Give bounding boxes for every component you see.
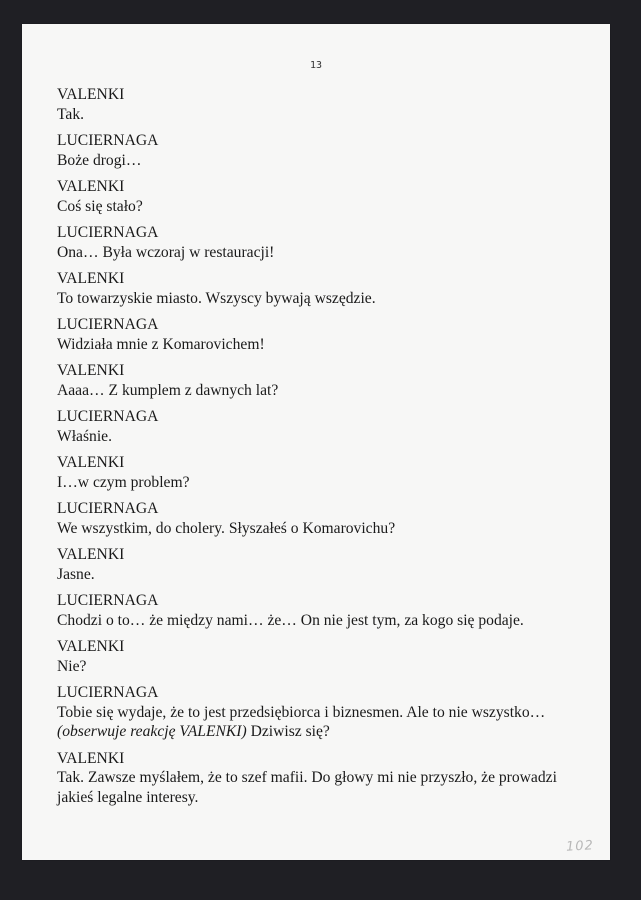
dialogue-line: Tak.: [57, 105, 85, 123]
dialogue-block: [57, 361, 597, 400]
dialogue-line: Coś się stało?: [57, 197, 143, 215]
dialogue-block: [57, 545, 597, 584]
dialogue-block: [57, 637, 597, 676]
speaker-name: LUCIERNAGA: [57, 684, 159, 701]
speaker-name: VALENKI: [57, 270, 125, 287]
dialogue-line: I…w czym problem?: [57, 473, 190, 491]
dialogue-block: [57, 85, 597, 124]
dialogue-block: [57, 453, 597, 492]
speaker-name: VALENKI: [57, 362, 125, 379]
dialogue-line: Chodzi o to… że między nami… że… On nie jest tym, za kogo się podaje.: [57, 611, 524, 629]
dialogue-body: [57, 85, 597, 814]
handwritten-folio-number: 102: [565, 838, 595, 855]
dialogue-block: [57, 315, 597, 354]
speaker-name: VALENKI: [57, 546, 125, 563]
dialogue-block: [57, 131, 597, 170]
speaker-name: LUCIERNAGA: [57, 592, 159, 609]
dialogue-block: [57, 499, 597, 538]
dialogue-line: Ona… Była wczoraj w restauracji!: [57, 243, 275, 261]
dialogue-block: [57, 407, 597, 446]
dialogue-line: To towarzyskie miasto. Wszyscy bywają wszędzie.: [57, 289, 376, 307]
speaker-name: LUCIERNAGA: [57, 132, 159, 149]
page-number: 13: [309, 60, 323, 71]
speaker-name: LUCIERNAGA: [57, 500, 159, 517]
speaker-name: VALENKI: [57, 749, 125, 767]
dialogue-line: Tak. Zawsze myślałem, że to szef mafii. Do głowy mi nie przyszło, że prowadzi jakieś legalne interesy.: [57, 769, 557, 806]
dialogue-block: [57, 223, 597, 262]
dialogue-line: Boże drogi…: [57, 151, 142, 169]
stage-direction: (obserwuje reakcję VALENKI): [57, 723, 247, 740]
dialogue-line: Jasne.: [57, 565, 95, 583]
dialogue-block: [57, 177, 597, 216]
dialogue-block: [57, 683, 597, 742]
speaker-name: VALENKI: [57, 638, 125, 655]
dialogue-line: We wszystkim, do cholery. Słyszałeś o Komarovichu?: [57, 519, 396, 537]
dialogue-line: Widziała mnie z Komarovichem!: [57, 335, 265, 353]
speaker-name: LUCIERNAGA: [57, 224, 159, 241]
dialogue-text: Tobie się wydaje, że to jest przedsiębiorca i biznesmen. Ale to nie wszystko…: [57, 703, 546, 721]
speaker-name: VALENKI: [57, 86, 125, 103]
speaker-name: VALENKI: [57, 454, 125, 471]
dialogue-block: [57, 591, 597, 630]
dialogue-text-after: Dziwisz się?: [246, 723, 330, 740]
speaker-name: LUCIERNAGA: [57, 316, 159, 333]
dialogue-line: Nie?: [57, 657, 87, 675]
speaker-name: LUCIERNAGA: [57, 408, 159, 425]
dialogue-line: Aaaa… Z kumplem z dawnych lat?: [57, 381, 279, 399]
dialogue-line: Właśnie.: [57, 427, 112, 445]
script-page: [22, 24, 610, 860]
dialogue-block: [57, 269, 597, 308]
dialogue-block: [57, 749, 597, 808]
speaker-name: VALENKI: [57, 178, 125, 195]
dialogue-line: [57, 703, 597, 742]
